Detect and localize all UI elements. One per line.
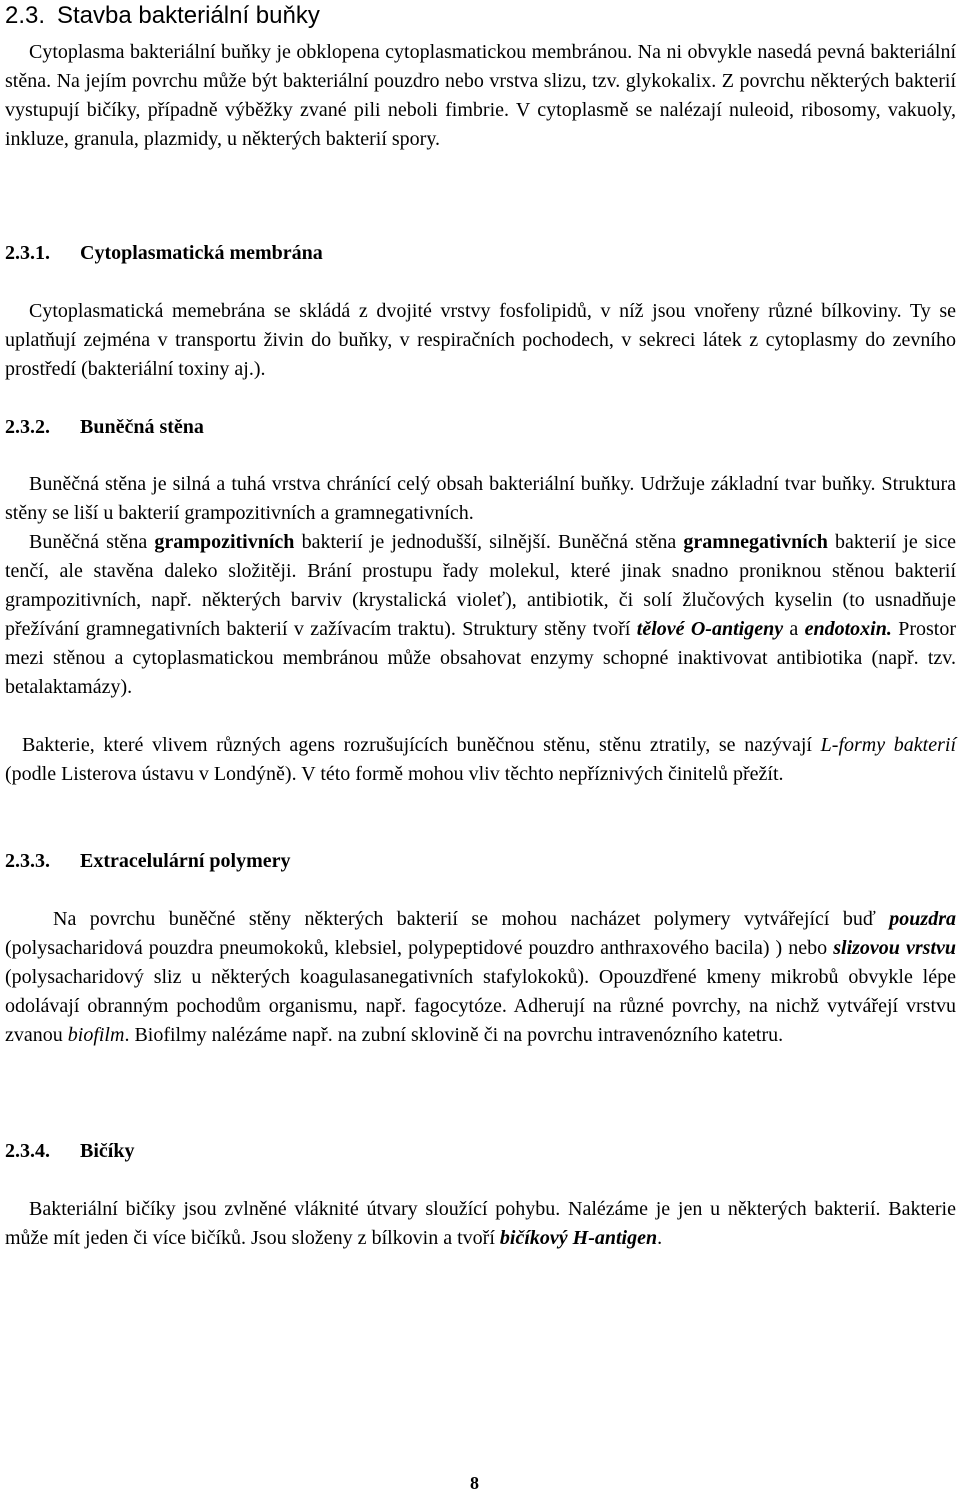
membrane-paragraph: Cytoplasmatická memebrána se skládá z dvojité vrstvy fosfolipidů, v níž jsou vnořeny různé bílkoviny. Ty se uplatňují zejména v transportu živin do buňky, v respiračních pochodech, v sekreci látek z cytoplasmy do zevního prostředí (bakteriální toxiny aj.). [5,300,956,380]
section-heading [5,1,320,31]
cell-wall-paragraph-2: Buněčná stěna grampozitivních bakterií je jednodušší, silnější. Buněčná stěna gramnegativních bakterií je sice tenčí, ale stavěna daleko složitěji. Brání prostupu řady molekul, které jinak snadno proniknou stěnou bakterií grampozitivních, např. některých barviv (krystalická violeť), antibiotik, či solí žlučových kyselin (to usnadňuje přežívání gramnegativních bakterií v zažívacím traktu). Struktury stěny tvoří tělové O-antigeny a endotoxin. Prostor mezi stěnou a cytoplasmatickou membránou může obsahovat enzymy schopné inaktivovat antibiotika (např. tzv. betalaktamázy). [5,531,956,698]
subsection-heading-polymers: 2.3.3. Extracelulární polymery [5,850,291,872]
cell-wall-paragraph-1: Buněčná stěna je silná a tuhá vrstva chránící celý obsah bakteriální buňky. Udržuje základní tvar buňky. Struktura stěny se liší u bakterií grampozitivních a gramnegativních. [5,473,956,524]
cell-wall-paragraph-3: Bakterie, které vlivem různých agens rozrušujících buněčnou stěnu, stěnu ztratily, se nazývají L-formy bakterií (podle Listerova ústavu v Londýně). V této formě mohou vliv těchto nepříznivých činitelů přežít. [5,734,956,785]
page-number: 8 [470,1473,479,1493]
intro-paragraph: Cytoplasma bakteriální buňky je obklopena cytoplasmatickou membránou. Na ni obvykle nasedá pevná bakteriální stěna. Na jejím povrchu může být bakteriální pouzdro nebo vrstva slizu, tzv. glykokalix. Z povrchu některých bakterií vystupují bičíky, případně výběžky zvané pili neboli fimbrie. V cytoplasmě se nalézají nuleoid, ribosomy, vakuoly, inkluze, granula, plazmidy, u některých bakterií spory. [5,41,956,150]
section-number: 2.3. [5,2,46,29]
section-title: Stavba bakteriální buňky [57,2,320,29]
subsection-heading-membrane: 2.3.1. Cytoplasmatická membrána [5,242,323,264]
flagella-paragraph: Bakteriální bičíky jsou zvlněné vláknité útvary sloužící pohybu. Nalézáme je jen u některých bakterií. Bakterie může mít jeden či více bičíků. Jsou složeny z bílkovin a tvoří bičíkový H-antigen. [5,1198,956,1249]
subsection-heading-cell-wall: 2.3.2. Buněčná stěna [5,416,204,438]
polymers-paragraph: Na povrchu buněčné stěny některých bakterií se mohou nacházet polymery vytvářející buď pouzdra (polysacharidová pouzdra pneumokoků, klebsiel, polypeptidové pouzdro anthraxového bacila) ) nebo slizovou vrstvu (polysacharidový sliz u některých koagulasanegativních stafylokoků). Opouzdřené kmeny mikrobů obvykle lépe odolávají obranným pochodům organismu, např. fagocytóze. Adherují na různé povrchy, na nichž vytvářejí vrstvu zvanou biofilm. Biofilmy nalézáme např. na zubní sklovině či na povrchu intravenózního katetru. [5,908,957,1046]
subsection-heading-flagella: 2.3.4. Bičíky [5,1140,135,1162]
